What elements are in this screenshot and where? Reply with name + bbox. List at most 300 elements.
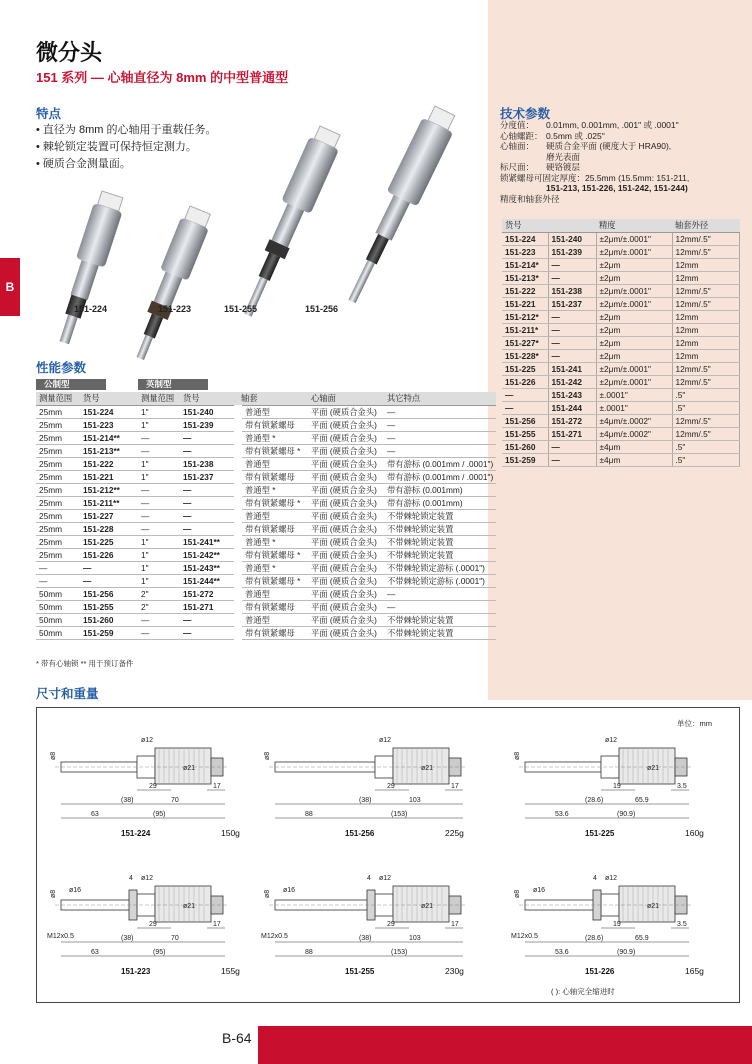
col-header: 心轴面 [308, 392, 384, 405]
table-row [36, 496, 496, 509]
table-cell: 151-223 [502, 245, 548, 258]
table-cell: 平面 (硬质合金头) [308, 457, 384, 470]
table-cell: 151-241 [548, 362, 596, 375]
table-cell: 平面 (硬质合金头) [308, 431, 384, 444]
table-cell: — [548, 349, 596, 362]
table-cell: 151-214* [502, 258, 548, 271]
dimension-value: 19 [613, 783, 621, 790]
spec-value: 磨光表面 [546, 151, 581, 162]
diameter-label: ø8 [514, 889, 521, 898]
table-cell: 151-255 [502, 427, 548, 440]
table-cell: 普通型 * [238, 535, 308, 548]
table-cell: 151-214** [80, 431, 138, 444]
dimension-value: 29 [387, 783, 395, 790]
micrometer-head-151-223 [126, 205, 214, 365]
table-cell: 151-211** [80, 496, 138, 509]
weight-label: 225g [445, 828, 464, 838]
thread-label: M12x0.5 [47, 933, 74, 940]
table-cell: 151-243** [180, 561, 238, 574]
spec-key: 分度值： [500, 120, 535, 130]
feature-item: • 棘轮锁定装置可保持恒定测力。 [36, 139, 216, 156]
table-cell: 151-240 [548, 232, 596, 245]
table-cell: 151-241** [180, 535, 238, 548]
table-cell: 不带棘轮锁定装置 [384, 548, 496, 561]
table-cell: 带有锁紧螺母 [238, 522, 308, 535]
table-cell: 12mm [672, 323, 740, 336]
table-cell: 151-228* [502, 349, 548, 362]
spec-value: 硬质合金平面 (硬度大于 HRA90), [546, 141, 672, 151]
table-cell: 50mm [36, 587, 80, 600]
table-row [36, 405, 496, 418]
inch-tab-label: 英制型 [138, 379, 208, 390]
table-cell: 151-242 [548, 375, 596, 388]
model-label: 151-224 [121, 829, 151, 838]
table-cell: 平面 (硬质合金头) [308, 509, 384, 522]
table-cell: 12mm [672, 336, 740, 349]
table-cell: 12mm/.5" [672, 427, 740, 440]
table-cell: 50mm [36, 600, 80, 613]
table-row [36, 613, 496, 626]
table-cell: 平面 (硬质合金头) [308, 418, 384, 431]
table-row [36, 587, 496, 600]
table-cell: 25mm [36, 457, 80, 470]
table-cell: — [138, 496, 180, 509]
spec-key: 标尺面： [500, 162, 535, 172]
table-row [502, 362, 740, 375]
dimension-value: 17 [451, 783, 459, 790]
table-cell: 151-271 [548, 427, 596, 440]
table-cell: 12mm [672, 310, 740, 323]
model-label: 151-223 [121, 967, 151, 976]
table-cell: 1" [138, 574, 180, 587]
table-cell: 带有锁紧螺母 * [238, 496, 308, 509]
table-row [36, 470, 496, 483]
diameter-label: ø8 [50, 889, 57, 898]
table-cell: 151-225 [80, 535, 138, 548]
dimension-drawing [261, 858, 485, 978]
dimension-value: 53.6 [555, 949, 569, 956]
table-cell: 151-228 [80, 522, 138, 535]
dimension-value: 4 [593, 875, 597, 882]
table-cell: 带有游标 (0.001mm / .0001") [384, 457, 496, 470]
spec-key [500, 152, 546, 163]
table-row [502, 310, 740, 323]
diameter-label: ø12 [141, 875, 154, 882]
table-cell: 151-227 [80, 509, 138, 522]
table-cell: 12mm/.5" [672, 414, 740, 427]
diameter-label: ø16 [283, 887, 296, 894]
table-cell: 带有锁紧螺母 * [238, 548, 308, 561]
unit-note: 单位：mm [677, 719, 712, 728]
table-cell: — [502, 388, 548, 401]
table-cell: 12mm [672, 271, 740, 284]
dimension-value: 70 [171, 797, 179, 804]
table-row [36, 522, 496, 535]
dimension-drawing [265, 720, 485, 840]
page-subtitle: 151 系列 — 心轴直径为 8mm 的中型普通型 [36, 70, 289, 85]
photo-label: 151-223 [158, 304, 192, 314]
dimension-value: 3.5 [677, 921, 687, 928]
spec-value: 0.5mm 或 .025" [546, 130, 605, 141]
table-cell: 平面 (硬质合金头) [308, 574, 384, 587]
table-cell: 普通型 * [238, 483, 308, 496]
table-cell: 12mm [672, 349, 740, 362]
dimension-value: 3.5 [677, 783, 687, 790]
table-row [502, 297, 740, 310]
table-cell: — [180, 509, 238, 522]
table-cell: — [80, 574, 138, 587]
micrometer-head-151-255 [233, 124, 344, 322]
table-cell: 151-242** [180, 548, 238, 561]
table-header-row [502, 219, 740, 232]
dimension-value: 103 [409, 797, 421, 804]
table-cell: — [36, 561, 80, 574]
table-row [502, 453, 740, 466]
table-cell: 25mm [36, 431, 80, 444]
table-cell: 151-222 [80, 457, 138, 470]
table-cell: 普通型 * [238, 431, 308, 444]
col-header: 其它特点 [384, 392, 496, 405]
table-cell: — [548, 271, 596, 284]
dimension-value: (38) [359, 935, 372, 942]
table-row [502, 414, 740, 427]
table-cell: 带有游标 (0.001mm) [384, 483, 496, 496]
table-cell: — [548, 453, 596, 466]
table-row [502, 401, 740, 414]
dimension-value: 4 [129, 875, 133, 882]
dimension-value: 53.6 [555, 811, 569, 818]
table-cell: — [548, 310, 596, 323]
dimension-value: (153) [391, 949, 408, 956]
diameter-label: ø21 [421, 765, 434, 772]
table-cell: ±2μm [596, 310, 672, 323]
table-cell: 平面 (硬质合金头) [308, 470, 384, 483]
dimension-value: 17 [213, 783, 221, 790]
table-cell: 151-260 [80, 613, 138, 626]
table-cell: 25mm [36, 444, 80, 457]
table-cell: 带有锁紧螺母 [238, 418, 308, 431]
table-row [502, 258, 740, 271]
table-row [502, 427, 740, 440]
table-row [36, 561, 496, 574]
table-cell: ±4μm/±.0002" [596, 427, 672, 440]
dimension-value: 103 [409, 935, 421, 942]
table-cell: 151-212** [80, 483, 138, 496]
table-cell: 普通型 [238, 405, 308, 418]
table-row [502, 388, 740, 401]
spec-value: 25.5mm (15.5mm: 151-211, [585, 172, 690, 183]
table-cell: ±2μm [596, 336, 672, 349]
table-cell: 平面 (硬质合金头) [308, 600, 384, 613]
table-cell: — [384, 431, 496, 444]
table-cell: 151-256 [80, 587, 138, 600]
table-cell: ±2μm/±.0001" [596, 297, 672, 310]
table-cell: — [138, 509, 180, 522]
table-row [36, 626, 496, 639]
spec-value: 0.01mm, 0.001mm, .001" 或 .0001" [546, 120, 679, 130]
table-cell: 平面 (硬质合金头) [308, 587, 384, 600]
dimension-value: 17 [451, 921, 459, 928]
table-cell: 151-226 [502, 375, 548, 388]
dimension-value: (38) [121, 797, 134, 804]
table-cell: 1" [138, 418, 180, 431]
diameter-label: ø8 [514, 751, 521, 760]
table-row [36, 444, 496, 457]
micrometer-head-151-224 [50, 190, 127, 348]
diameter-label: ø12 [379, 875, 392, 882]
table-cell: 151-226 [80, 548, 138, 561]
dimension-drawing [41, 858, 261, 978]
table-cell: — [180, 626, 238, 639]
table-cell: — [548, 440, 596, 453]
dimension-value: (38) [121, 935, 134, 942]
table-row [502, 349, 740, 362]
table-cell: 151-260 [502, 440, 548, 453]
col-header: 轴套 [238, 392, 308, 405]
spec-key: 锁紧螺母可固定厚度： [500, 172, 586, 183]
table-row [36, 548, 496, 561]
table-row [36, 574, 496, 587]
feature-item: • 硬质合金测量面。 [36, 156, 216, 173]
table-cell: 不带棘轮锁定游标 (.0001") [384, 561, 496, 574]
table-cell: 带有游标 (0.001mm / .0001") [384, 470, 496, 483]
micrometer-head-151-256 [337, 103, 460, 308]
table-cell: 普通型 [238, 457, 308, 470]
footer-bar [258, 1026, 752, 1064]
table-row [36, 483, 496, 496]
table-cell: 平面 (硬质合金头) [308, 444, 384, 457]
model-label: 151-225 [585, 829, 615, 838]
table-cell: ±2μm/±.0001" [596, 284, 672, 297]
table-cell: ±2μm [596, 258, 672, 271]
accuracy-table [502, 219, 740, 467]
table-cell: — [36, 574, 80, 587]
table-row [36, 600, 496, 613]
table-cell: ±4μm [596, 453, 672, 466]
table-cell: ±2μm/±.0001" [596, 375, 672, 388]
table-cell: 带有锁紧螺母 [238, 600, 308, 613]
diameter-label: ø21 [647, 903, 660, 910]
dimension-value: 29 [387, 921, 395, 928]
table-cell: 不带棘轮锁定游标 (.0001") [384, 574, 496, 587]
table-cell: — [548, 336, 596, 349]
table-cell: 平面 (硬质合金头) [308, 405, 384, 418]
table-cell: 151-244 [548, 401, 596, 414]
table-cell: 25mm [36, 509, 80, 522]
table-cell: 25mm [36, 522, 80, 535]
table-cell: ±2μm/±.0001" [596, 362, 672, 375]
table-cell: 151-213** [80, 444, 138, 457]
diameter-label: ø21 [647, 765, 660, 772]
table-cell: 带有锁紧螺母 [238, 470, 308, 483]
spec-key: 心轴面： [500, 141, 535, 151]
dimension-value: 19 [613, 921, 621, 928]
table-cell: 1" [138, 405, 180, 418]
table-cell: 不带棘轮锁定装置 [384, 522, 496, 535]
table-cell: 普通型 [238, 587, 308, 600]
thread-label: M12x0.5 [261, 933, 288, 940]
thread-label: M12x0.5 [511, 933, 538, 940]
table-cell: 151-244** [180, 574, 238, 587]
table-cell: 25mm [36, 548, 80, 561]
dimension-value: 65.9 [635, 797, 649, 804]
col-header: 测量范围 [138, 392, 180, 405]
dimension-value: 88 [305, 949, 313, 956]
table-cell: 带有游标 (0.001mm) [384, 496, 496, 509]
dimension-value: (38) [359, 797, 372, 804]
table-cell: 平面 (硬质合金头) [308, 522, 384, 535]
table-cell: 不带棘轮锁定装置 [384, 613, 496, 626]
diameter-label: ø16 [533, 887, 546, 894]
table-cell: 12mm/.5" [672, 297, 740, 310]
spec-heading: 技术参数 [500, 107, 551, 121]
table-cell: 12mm [672, 258, 740, 271]
table-cell: 151-238 [548, 284, 596, 297]
table-cell: 151-256 [502, 414, 548, 427]
table-row [502, 375, 740, 388]
model-label: 151-255 [345, 967, 375, 976]
performance-table-body [36, 405, 496, 639]
table-cell: ±2μm [596, 323, 672, 336]
diameter-label: ø8 [264, 889, 271, 898]
table-cell: ±2μm [596, 349, 672, 362]
table-cell: 12mm/.5" [672, 375, 740, 388]
table-row [36, 457, 496, 470]
spec-key: 心轴螺距： [500, 130, 543, 141]
col-header: 货号 [502, 219, 548, 232]
diameter-label: ø12 [141, 737, 154, 744]
accuracy-table-body [502, 232, 740, 466]
table-cell: 151-272 [548, 414, 596, 427]
table-cell: 25mm [36, 405, 80, 418]
table-cell: 151-259 [502, 453, 548, 466]
table-cell: 151-255 [80, 600, 138, 613]
col-header: 货号 [80, 392, 138, 405]
dimension-value: 63 [91, 949, 99, 956]
table-cell: ±2μm [596, 271, 672, 284]
dimension-drawing [505, 720, 725, 840]
table-cell: 12mm/.5" [672, 245, 740, 258]
table-cell: 151-271 [180, 600, 238, 613]
table-cell: ±2μm/±.0001" [596, 245, 672, 258]
table-cell: 2" [138, 587, 180, 600]
table-cell: — [384, 444, 496, 457]
dimension-value: (153) [391, 811, 408, 818]
table-cell: ±.0001" [596, 388, 672, 401]
table-cell: 151-221 [502, 297, 548, 310]
table-cell: .5" [672, 401, 740, 414]
col-header: 轴套外径 [672, 219, 740, 232]
diameter-label: ø21 [183, 903, 196, 910]
table-cell: — [548, 258, 596, 271]
table-cell: — [180, 496, 238, 509]
table-cell: — [180, 483, 238, 496]
diameter-label: ø12 [605, 737, 618, 744]
table-cell: 50mm [36, 613, 80, 626]
table-cell: — [384, 600, 496, 613]
table-cell: 带有锁紧螺母 * [238, 444, 308, 457]
table-cell: ±2μm/±.0001" [596, 232, 672, 245]
dimension-value: 29 [149, 921, 157, 928]
table-cell: 12mm/.5" [672, 284, 740, 297]
col-header: 货号 [180, 392, 238, 405]
table-cell: 151-225 [502, 362, 548, 375]
model-label: 151-226 [585, 967, 615, 976]
dimension-value: (90.9) [617, 949, 636, 956]
col-header [548, 219, 596, 232]
model-label: 151-256 [345, 829, 375, 838]
dimension-value: (90.9) [617, 811, 636, 818]
table-cell: — [180, 522, 238, 535]
dimension-value: 63 [91, 811, 99, 818]
table-cell: 平面 (硬质合金头) [308, 483, 384, 496]
table-cell: ±4μm [596, 440, 672, 453]
table-row [502, 440, 740, 453]
table-header-row [36, 392, 496, 405]
table-cell: 平面 (硬质合金头) [308, 496, 384, 509]
diameter-label: ø21 [421, 903, 434, 910]
table-cell: 普通型 [238, 509, 308, 522]
table-cell: 151-213* [502, 271, 548, 284]
table-cell: — [138, 483, 180, 496]
table-row [502, 284, 740, 297]
dimensions-frame [36, 707, 740, 1003]
table-cell: — [138, 444, 180, 457]
table-cell: — [138, 626, 180, 639]
photo-label: 151-256 [305, 304, 339, 314]
table-cell: 不带棘轮锁定装置 [384, 509, 496, 522]
page-number: B-64 [222, 1030, 252, 1046]
page-title: 微分头 [36, 40, 103, 65]
dimension-value: 70 [171, 935, 179, 942]
table-cell: — [384, 405, 496, 418]
section-tab: B [0, 258, 20, 316]
table-cell: .5" [672, 388, 740, 401]
table-row [502, 323, 740, 336]
table-cell: 151-221 [80, 470, 138, 483]
table-cell: 151-222 [502, 284, 548, 297]
accuracy-table-caption: 精度和轴套外径 [500, 193, 560, 204]
dimension-value: (95) [153, 949, 166, 956]
table-cell: 151-237 [548, 297, 596, 310]
table-cell: 151-224 [80, 405, 138, 418]
dimensions-heading: 尺寸和重量 [36, 687, 99, 701]
table-cell: — [180, 431, 238, 444]
table-row [36, 535, 496, 548]
diameter-label: ø12 [379, 737, 392, 744]
table-cell: 平面 (硬质合金头) [308, 548, 384, 561]
feature-item: • 直径为 8mm 的心轴用于重载任务。 [36, 122, 216, 139]
table-row [502, 271, 740, 284]
dimension-value: (28.6) [585, 797, 604, 804]
features-heading: 特点 [36, 107, 62, 121]
table-cell: 151-243 [548, 388, 596, 401]
table-cell: 25mm [36, 496, 80, 509]
table-cell: 25mm [36, 470, 80, 483]
table-cell: — [80, 561, 138, 574]
diameter-label: ø12 [605, 875, 618, 882]
photo-label: 151-224 [74, 304, 108, 314]
table-cell: 普通型 * [238, 561, 308, 574]
table-cell: — [138, 613, 180, 626]
col-header: 测量范围 [36, 392, 80, 405]
retracted-note: ( ): 心轴完全缩进时 [551, 987, 615, 996]
table-cell: 25mm [36, 418, 80, 431]
spec-list [500, 120, 740, 204]
table-cell: 151-227* [502, 336, 548, 349]
table-cell: 151-238 [180, 457, 238, 470]
table-cell: 151-272 [180, 587, 238, 600]
